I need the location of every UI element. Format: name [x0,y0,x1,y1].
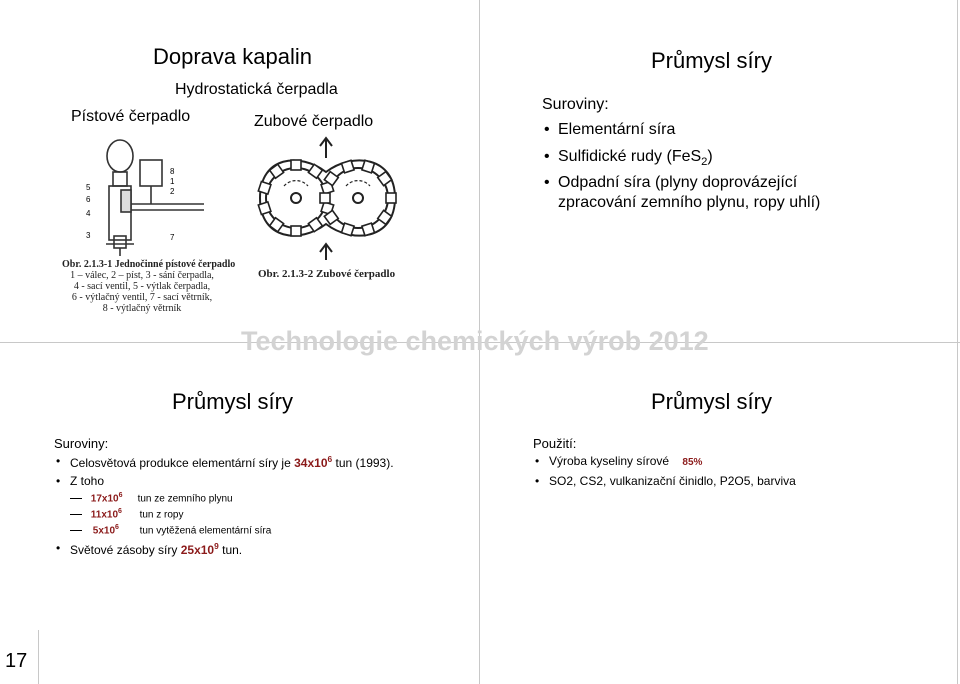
row-text: tun z ropy [139,509,184,521]
piston-caption-line: 6 - výtlačný ventil, 7 - sací větrník, [71,292,213,303]
piston-number-1: 1 [170,177,175,186]
world-value [294,456,332,470]
item-subscript: 2 [701,156,708,169]
value-base: 5x10 [92,525,116,537]
right-border [957,0,958,684]
slide1-subtitle: Hydrostatická čerpadla [175,81,338,98]
row-value [93,524,137,536]
gear-pump-caption: Obr. 2.1.3-2 Zubové čerpadlo [258,268,396,280]
reserves-text: Světové zásoby síry [70,543,178,557]
item-line: • Odpadní síra (plyny doprovázející [558,174,798,191]
gear-pump-diagram [250,136,405,261]
slide2-item [558,121,675,139]
piston-number-2: 2 [170,187,175,196]
item-text: Sulfidické rudy (FeS [558,148,702,165]
world-reserves [70,541,242,557]
slide3-title: Průmysl síry [172,389,293,414]
piston-caption-line: 1 – válec, 2 – píst, 3 - sání čerpadla, [70,270,214,281]
slide4-item [549,454,702,468]
piston-number-5: 5 [86,183,91,192]
item-text: Výroba kyseliny sírové [549,454,670,468]
slide4-title: Průmysl síry [651,389,772,414]
piston-caption-line: 8 - výtlačný větrník [102,303,182,314]
gear-pump-label: Zubové čerpadlo [254,113,374,130]
reserves-unit: tun. [222,543,243,557]
piston-pump-caption [62,259,236,314]
value-exp: 6 [115,524,119,531]
piston-pump-diagram [80,132,210,257]
value-base: 34x10 [294,456,328,470]
piston-number-3: 3 [86,231,91,240]
page-number-divider [38,630,39,684]
value-base: 25x10 [180,543,215,557]
slide1-title: Doprava kapalin [153,44,312,69]
value-exp: 6 [327,454,333,464]
reserves-value [181,543,219,557]
piston-number-8: 8 [170,167,175,176]
slide4-item [549,474,796,488]
slide4-heading: Použití: [533,436,577,451]
ztoho-text: Z toho [70,474,105,488]
item-line: zpracování zemního plynu, ropy uhlí) [558,194,821,211]
piston-caption-line: 4 - sací ventil, 5 - výtlak čerpadla, [73,281,211,292]
slide2-heading: Suroviny: [542,96,609,113]
row-value [91,508,137,520]
value-exp: 6 [118,508,122,515]
row-dash [70,514,82,515]
row-dash [70,530,82,531]
row-value [91,492,135,504]
piston-caption-line: Obr. 2.1.3-1 Jednočinné pístové čerpadlo [62,259,236,270]
value-exp: 9 [214,541,219,551]
world-production [70,454,394,470]
item-text: Elementární síra [558,121,676,138]
page-number: 17 [5,650,28,672]
item-text: ) [707,148,713,165]
piston-pump-label: Pístové čerpadlo [71,108,191,125]
slide2-item [558,173,820,213]
value-base: 17x10 [90,493,119,505]
value-exp: 6 [118,492,123,499]
value-base: 11x10 [90,509,119,521]
piston-number-7: 7 [170,233,175,242]
slide3-heading: Suroviny: [54,436,109,451]
world-unit: tun (1993). [335,456,394,470]
source-row [70,508,183,520]
row-text: tun vytěžená elementární síra [139,525,272,537]
item-percent: 85% [682,457,703,468]
row-text: tun ze zemního plynu [137,493,233,505]
piston-number-4: 4 [86,209,91,218]
watermark: Technologie chemických výrob 2012 [241,326,709,356]
row-dash [70,498,82,499]
source-row [70,492,233,504]
slide2-item [558,148,713,168]
ztoho-label [70,474,104,488]
item-text: SO2, CS2, vulkanizační činidlo, P2O5, barviva [549,474,796,488]
source-row [70,524,271,536]
world-text: Celosvětová produkce elementární síry je [70,456,291,470]
slide2-title: Průmysl síry [651,48,772,73]
piston-number-6: 6 [86,195,91,204]
